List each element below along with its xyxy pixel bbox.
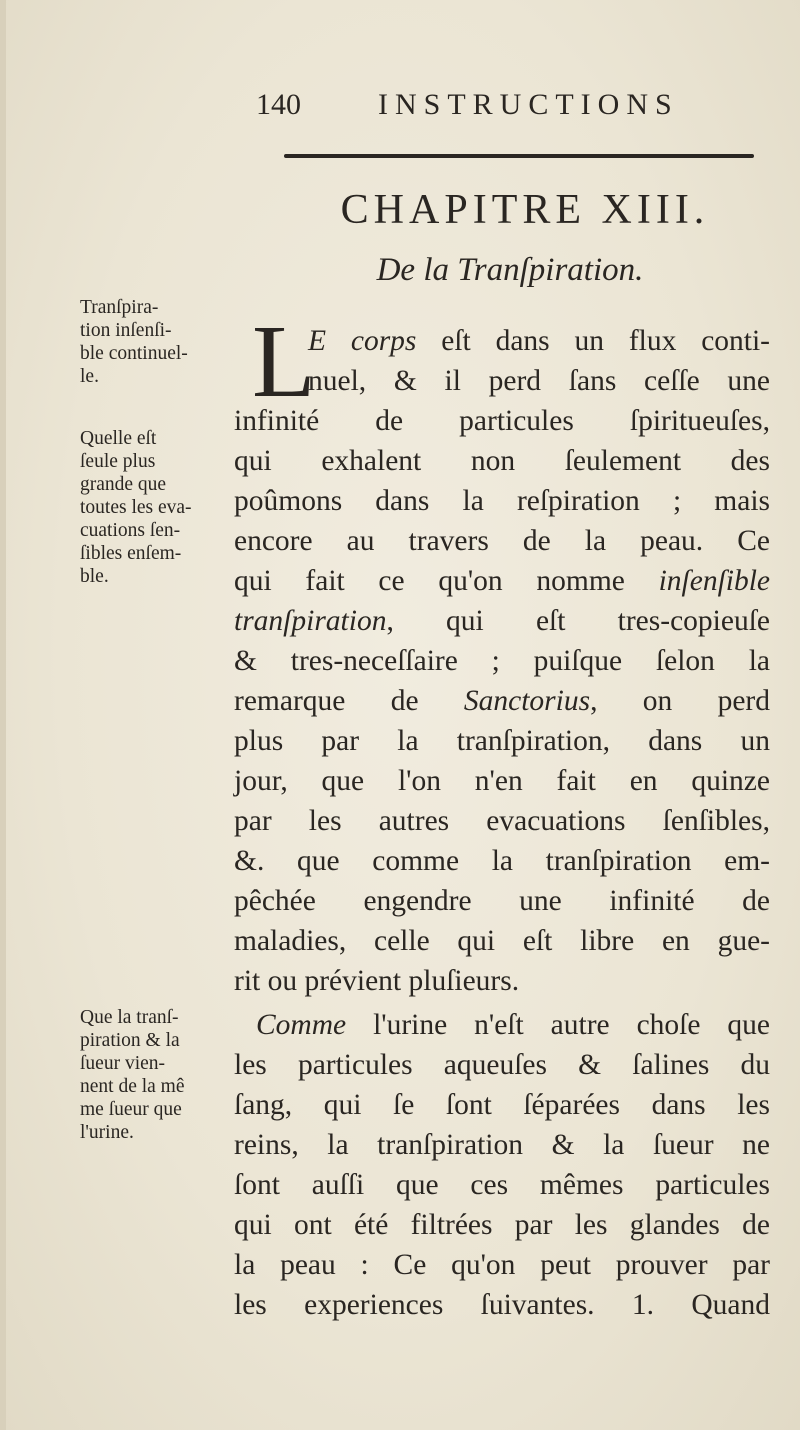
margin-note-sueur: [80, 1006, 230, 1144]
margin-note-line: tion inſenſi-: [80, 320, 172, 341]
margin-note-line: ſeule plus: [80, 451, 156, 472]
margin-note-line: ſueur vien-: [80, 1053, 166, 1074]
page-number: 140: [256, 88, 301, 121]
margin-note-line: Tranſpira-: [80, 297, 159, 318]
drop-cap: L: [252, 304, 316, 419]
margin-note-line: le.: [80, 366, 99, 387]
text-line: les particules aqueuſes & ſalines du: [234, 1049, 770, 1081]
text-line: E corps eſt dans un flux conti-: [308, 325, 771, 357]
text-line: plus par la tranſpiration, dans un: [234, 725, 770, 757]
running-title: INSTRUCTIONS: [378, 88, 679, 121]
margin-note-line: cuations ſen-: [80, 520, 181, 541]
text-line: les experiences ſuivantes. 1. Quand: [234, 1289, 770, 1321]
margin-note-line: grande que: [80, 474, 167, 495]
margin-note-line: nent de la mê: [80, 1076, 185, 1097]
text-line: &. que comme la tranſpiration em-: [234, 845, 770, 877]
margin-note-transpiration: [80, 296, 230, 388]
page-edge: [0, 0, 6, 1430]
margin-note-line: piration & la: [80, 1030, 180, 1051]
margin-note-line: Que la tranſ-: [80, 1007, 179, 1028]
text-line: qui ont été filtrées par les glandes de: [234, 1209, 770, 1241]
header-rule: [284, 154, 754, 158]
margin-note-line: l'urine.: [80, 1122, 134, 1143]
text-line: rit ou prévient pluſieurs.: [234, 965, 520, 997]
text-line: qui exhalent non ſeulement des: [234, 445, 770, 477]
running-header: [250, 84, 770, 134]
margin-note-line: ble continuel-: [80, 343, 188, 364]
text-line: ſont auſſi que ces mêmes particules: [234, 1169, 770, 1201]
margin-note-line: ble.: [80, 566, 109, 587]
text-line: nuel, & il perd ſans ceſſe une: [308, 365, 770, 397]
text-line: pêchée engendre une infinité de: [234, 885, 770, 917]
margin-note-line: ſibles enſem-: [80, 543, 182, 564]
margin-note-line: Quelle eſt: [80, 428, 157, 449]
text-line: ſang, qui ſe ſont ſéparées dans les: [234, 1089, 770, 1121]
text-line: maladies, celle qui eſt libre en gue-: [234, 925, 770, 957]
text-line: tranſpiration, qui eſt tres-copieuſe: [234, 605, 770, 637]
margin-note-line: toutes les eva-: [80, 497, 192, 518]
text-line: qui fait ce qu'on nomme inſenſible: [234, 565, 770, 597]
text-line: reins, la tranſpiration & la ſueur ne: [234, 1129, 770, 1161]
text-line: encore au travers de la peau. Ce: [234, 525, 770, 557]
text-line: & tres-neceſſaire ; puiſque ſelon la: [234, 645, 770, 677]
section-title: De la Tranſpiration.: [376, 252, 644, 288]
text-line: infinité de particules ſpiritueuſes,: [234, 405, 770, 437]
text-line: la peau : Ce qu'on peut prouver par: [234, 1249, 770, 1281]
text-line: poûmons dans la reſpiration ; mais: [234, 485, 770, 517]
text-line: Comme l'urine n'eſt autre choſe que: [256, 1009, 770, 1041]
text-line: par les autres evacuations ſenſibles,: [234, 805, 770, 837]
margin-note-evacuations: [80, 427, 230, 588]
chapter-title: CHAPITRE XIII.: [340, 187, 710, 233]
text-line: jour, que l'on n'en fait en quinze: [234, 765, 770, 797]
text-line: remarque de Sanctorius, on perd: [234, 685, 770, 717]
margin-note-line: me ſueur que: [80, 1099, 182, 1120]
